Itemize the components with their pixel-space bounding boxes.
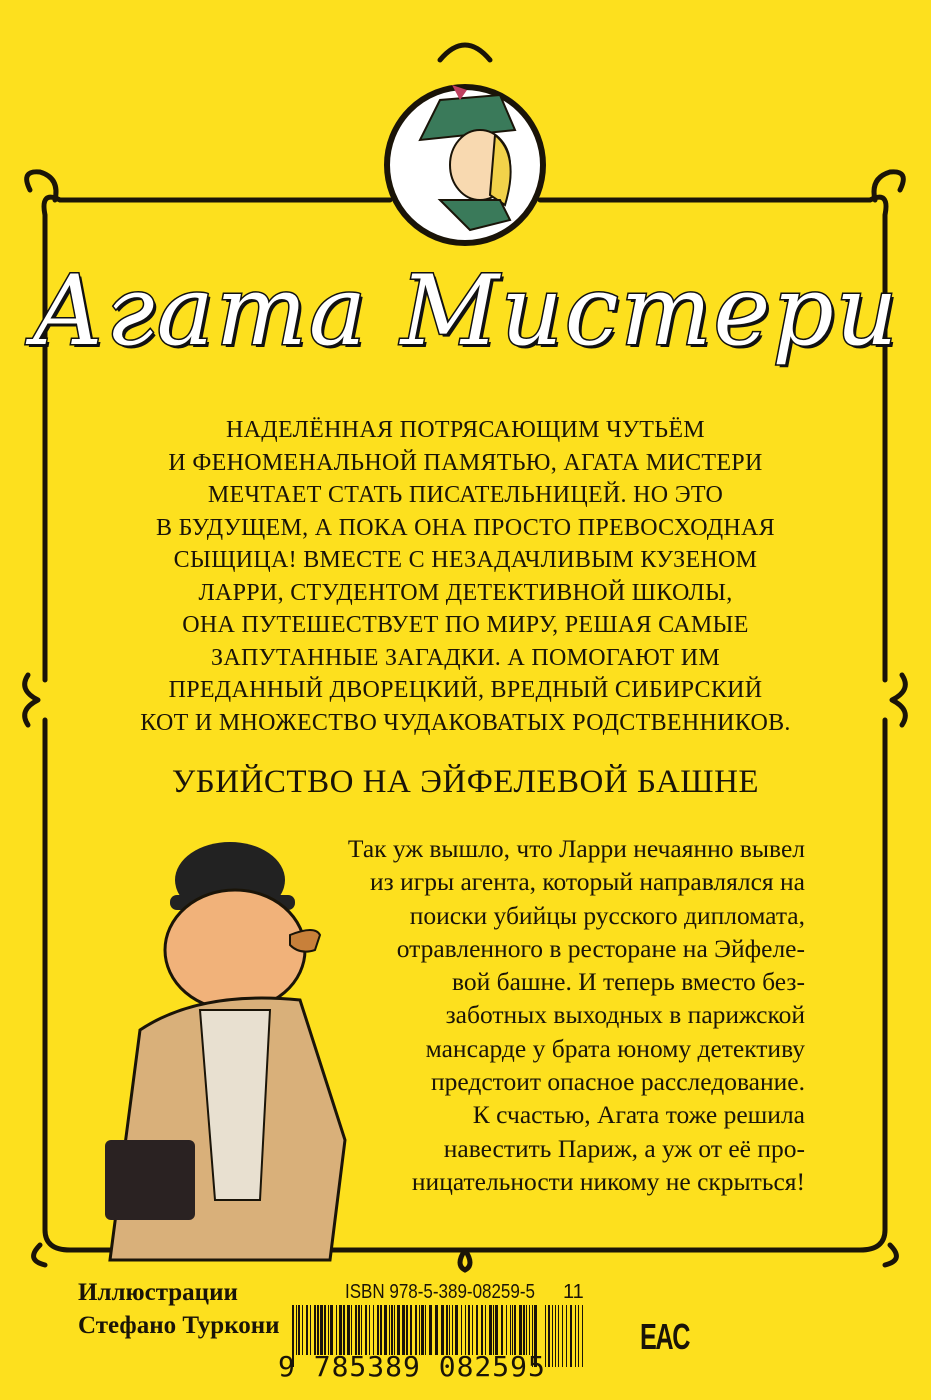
barcode-bar — [558, 1305, 559, 1367]
barcode-bar — [310, 1305, 311, 1355]
barcode-bar — [429, 1305, 432, 1355]
credit-label: Иллюстрации — [78, 1279, 238, 1306]
barcode-bar — [343, 1305, 345, 1355]
barcode-bar — [526, 1305, 527, 1355]
barcode-bar — [510, 1305, 511, 1355]
barcode-bar — [425, 1305, 426, 1355]
story-line: из игры агента, который направлялся на — [370, 867, 805, 897]
intro-line: СЫЩИЦА! ВМЕСТЕ С НЕЗАДАЧЛИВЫМ КУЗЕНОМ — [173, 547, 758, 573]
eac-mark: EAC — [640, 1316, 690, 1357]
barcode-bar — [468, 1305, 470, 1355]
barcode-bar — [330, 1305, 333, 1355]
barcode-bar — [298, 1305, 300, 1355]
barcode-bar — [317, 1305, 319, 1355]
illustrator-credit — [78, 1276, 280, 1342]
barcode-bar — [358, 1305, 360, 1355]
medallion-portrait-agatha — [387, 85, 543, 243]
story-line: вой башне. И теперь вместо без- — [451, 967, 805, 997]
barcode-bar — [373, 1305, 374, 1355]
story-line: мансарде у брата юному детективу — [425, 1033, 805, 1063]
story-line: навестить Париж, а уж от её про- — [443, 1133, 805, 1163]
barcode-bar — [562, 1305, 563, 1367]
barcode-bar — [336, 1305, 337, 1355]
barcode-bar — [361, 1305, 362, 1355]
barcode-bar — [575, 1305, 576, 1367]
isbn-text: ISBN 978-5-389-08259-5 — [345, 1281, 535, 1303]
barcode-bar — [339, 1305, 342, 1355]
series-logo: Агата Мистери — [31, 255, 900, 367]
barcode-bar — [501, 1305, 503, 1355]
barcode-bar — [506, 1305, 507, 1355]
barcode-bar — [519, 1305, 522, 1355]
intro-line: В БУДУЩЕМ, А ПОКА ОНА ПРОСТО ПРЕВОСХОДНАЯ — [156, 514, 775, 541]
barcode-bar — [455, 1305, 458, 1355]
barcode-bar — [394, 1305, 395, 1355]
barcode-bar — [523, 1305, 525, 1355]
barcode-bar — [461, 1305, 462, 1355]
intro-line: ЛАРРИ, СТУДЕНТОМ ДЕТЕКТИВНОЙ ШКОЛЫ, — [198, 579, 733, 606]
book-title: УБИЙСТВО НА ЭЙФЕЛЕВОЙ БАШНЕ — [171, 764, 760, 800]
barcode-bar — [552, 1305, 553, 1367]
story-line: Так уж вышло, что Ларри нечаянно вывел — [347, 834, 805, 863]
intro-line: МЕЧТАЕТ СТАТЬ ПИСАТЕЛЬНИЦЕЙ. НО ЭТО — [207, 482, 724, 508]
barcode-bar — [397, 1305, 400, 1355]
barcode-bar — [369, 1305, 370, 1355]
intro-paragraph — [0, 414, 931, 739]
barcode-bar — [548, 1305, 550, 1367]
intro-line: КОТ И МНОЖЕСТВО ЧУДАКОВАТЫХ РОДСТВЕННИКОВ. — [140, 709, 791, 736]
barcode-bar — [380, 1305, 382, 1355]
story-line: отравленного в ресторане на Эйфеле- — [396, 933, 805, 963]
barcode-bar — [419, 1305, 420, 1355]
intro-line: ЗАПУТАННЫЕ ЗАГАДКИ. А ПОМОГАЮТ ИМ — [211, 644, 720, 671]
barcode-bar — [555, 1305, 556, 1367]
barcode-bar — [389, 1305, 390, 1355]
barcode-bar — [391, 1305, 393, 1355]
story-line: предстоит опасное расследование. — [431, 1067, 805, 1097]
barcode-bar — [481, 1305, 483, 1355]
barcode-bar — [566, 1305, 567, 1367]
intro-line: ОНА ПУТЕШЕСТВУЕТ ПО МИРУ, РЕШАЯ САМЫЕ — [182, 612, 749, 638]
barcode-bar — [449, 1305, 450, 1355]
barcode-bar — [377, 1305, 379, 1355]
barcode-bar — [355, 1305, 357, 1355]
barcode-bar — [493, 1305, 494, 1355]
barcode-bar — [446, 1305, 448, 1355]
barcode-bar — [296, 1305, 297, 1355]
barcode-bar — [582, 1305, 583, 1367]
barcode-bar — [485, 1305, 486, 1355]
barcode-bar — [489, 1305, 492, 1355]
barcode-bar — [351, 1305, 352, 1355]
story-line: поиски убийцы русского дипломата, — [409, 900, 805, 930]
barcode-bar — [570, 1305, 572, 1367]
barcode-bar — [415, 1305, 417, 1355]
barcode-bar — [476, 1305, 478, 1355]
price-code: 11 — [563, 1281, 584, 1303]
barcode-bar — [435, 1305, 438, 1355]
barcode-bar — [421, 1305, 424, 1355]
barcode-bar — [328, 1305, 329, 1355]
story-line: заботных выходных в парижской — [445, 1000, 805, 1030]
barcode-bar — [465, 1305, 466, 1355]
barcode-bar — [320, 1305, 323, 1355]
barcode-bar — [578, 1305, 579, 1367]
story-line: К счастью, Агата тоже решила — [472, 1100, 805, 1130]
barcode-bar — [495, 1305, 498, 1355]
story-line: ницательности никому не скрыться! — [411, 1166, 805, 1196]
barcode-bar — [302, 1305, 303, 1355]
barcode-bar — [347, 1305, 350, 1355]
barcode-bar — [402, 1305, 405, 1355]
barcode-bar — [512, 1305, 513, 1355]
barcode-bar — [324, 1305, 326, 1355]
barcode-bar — [410, 1305, 412, 1355]
barcode-bar — [514, 1305, 516, 1355]
barcode-bar — [452, 1305, 453, 1355]
barcode-bar — [441, 1305, 444, 1355]
intro-line: И ФЕНОМЕНАЛЬНОЙ ПАМЯТЬЮ, АГАТА МИСТЕРИ — [168, 449, 763, 476]
barcode-bar — [406, 1305, 408, 1355]
barcode-bar — [384, 1305, 387, 1355]
credit-name: Стефано Туркони — [78, 1312, 280, 1339]
story-paragraph — [348, 832, 805, 1198]
barcode-bar — [306, 1305, 308, 1355]
intro-line: НАДЕЛЁННАЯ ПОТРЯСАЮЩИМ ЧУТЬЁМ — [226, 417, 705, 443]
ean-digits: 9 785389 082595 — [278, 1350, 546, 1383]
barcode-bar — [529, 1305, 530, 1355]
barcode-bar — [472, 1305, 473, 1355]
illustration-detective-larry — [105, 842, 345, 1260]
barcode-bar — [365, 1305, 367, 1355]
barcode-bar — [314, 1305, 316, 1355]
intro-line: ПРЕДАННЫЙ ДВОРЕЦКИЙ, ВРЕДНЫЙ СИБИРСКИЙ — [168, 677, 763, 703]
